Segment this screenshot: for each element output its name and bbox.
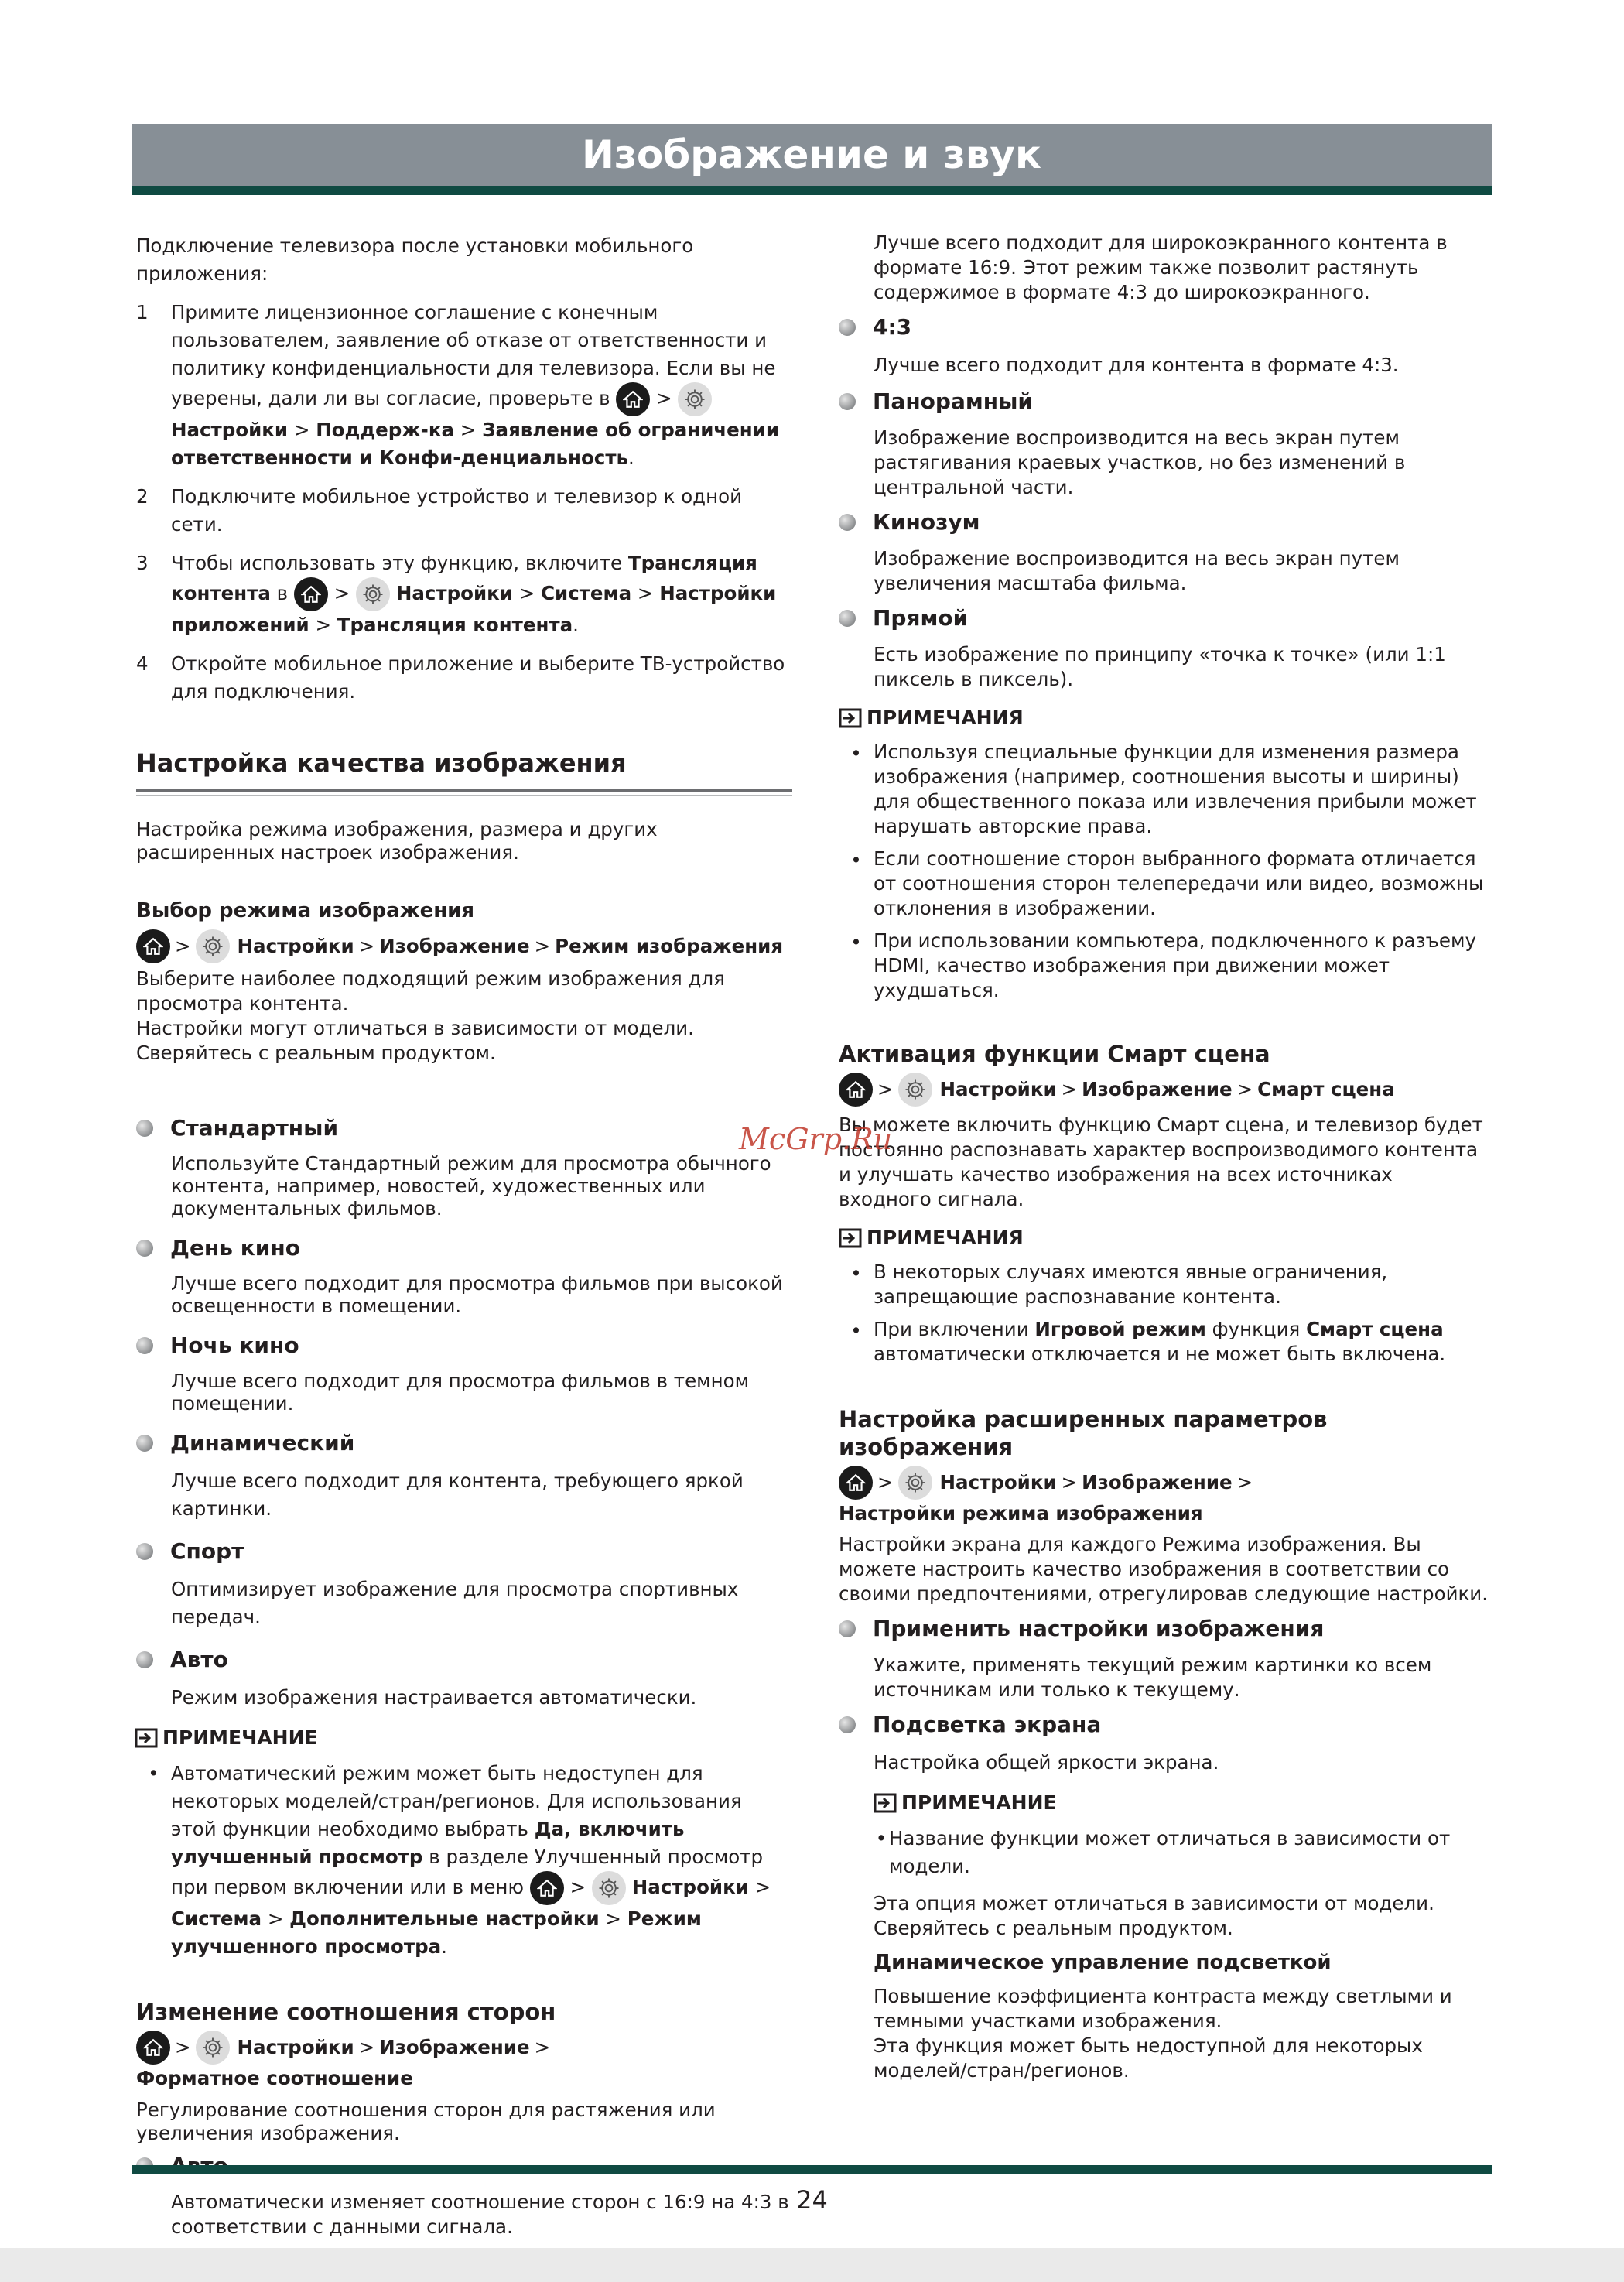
page-number: 24 — [796, 2185, 828, 2215]
note-arrow-icon — [839, 1228, 862, 1248]
mode-item-night-cinema: Ночь кино — [136, 1331, 792, 1360]
mode-item-auto: Авто — [136, 1645, 792, 1675]
gear-icon — [196, 929, 230, 963]
step-number: 2 — [136, 485, 149, 508]
home-icon — [839, 1073, 873, 1107]
section-title-quality: Настройка качества изображения — [136, 748, 627, 778]
home-icon — [530, 1871, 564, 1905]
smart-scene-desc: Вы можете включить функцию Смарт сцена, и телевизор будет постоянно распознавать характер воспроизводимого контента и улучшать качество изображения на всех источниках входного сигнала. — [839, 1114, 1483, 1210]
bullet-dot-icon — [136, 1337, 153, 1354]
mode-item-sport: Спорт — [136, 1537, 792, 1566]
home-icon — [839, 1466, 873, 1500]
note-arrow-icon — [874, 1793, 897, 1813]
note-arrow-icon — [135, 1728, 158, 1748]
smart-scene-title: Активация функции Смарт сцена — [839, 1041, 1270, 1067]
bullet-dot-icon — [839, 610, 856, 627]
step-3: 3 Чтобы использовать эту функцию, включите Трансляция контента в > Настройки > Система > Настройки приложений > Трансляция контента. — [136, 549, 792, 639]
section-rule — [136, 789, 792, 792]
bullet-dot-icon — [136, 1651, 153, 1668]
gear-icon — [592, 1871, 626, 1905]
note-heading: ПРИМЕЧАНИЕ — [135, 1724, 792, 1752]
left-column: Подключение телевизора после установки мобильного приложения: 1 Примите лицензионное соглашение с конечным пользователем, заявление об отказе от ответственности и политику конфиденциальности для телевизора. Если вы не уверены, дали ли вы согласие, проверьте в > Настройки > Поддерж-ка > Заявление об ограничении ответственности и Конфи-денциальность. 2 Подключите мобильное устройство и телевизор к одной сети. 3 Чтобы использовать эту функцию, включите Трансляция контента в > Настройки > Система > Настройки приложений > Трансляция контента. 4 Откройте мобильное приложение и выберите ТВ-устройство для подключения. Настройка качества изображения Настройка режима изображения, размера и других расширенных настроек изображения. Выбор режима изображения > Настройки > Изображение > Режим изображения Выберите наиболее подходящий режим изображения для просмотра контента. Настройки могут отличаться в зависимости от модели. Сверяйтесь с реальным продуктом. Стандартный Используйте Стандартный режим для просмотра обычного контента, например, новостей, художественных или документальных фильмов. День кино Лучше всего подходит для просмотра фильмов при высокой освещенности в помещении. Ночь кино Лучше всего подходит для просмотра фильмов в темном помещении. Динамический Лучше всего подходит для контента, требующего яркой картинки. Спорт Оптимизирует изображение для просмотра спортивных передач. Авто Режим изображения настраивается автоматически. ПРИМЕЧАНИЕ • Автоматический режим может быть недоступен для некоторых моделей/стран/регионов. Для использования этой функции необходимо выбрать Да, включить улучшенный просмотр в разделе Улучшенный просмотр при первом включении или в меню > Настройки > Система > Дополнительные настройки > Режим улучшенного просмотра. Изменение соотношения сторон > Настройки > Изображение > Форматное соотношение Регулирование соотношения сторон для растяжения или увеличения изображения. Автоматически изменяет соотношение сторон с 16:9 на 4:3 в соответствии с данными сигнала. — [136, 232, 792, 2273]
step-1: 1 Примите лицензионное соглашение с конечным пользователем, заявление об отказе от ответственности и политику конфиденциальности для телевизора. Если вы не уверены, дали ли вы согласие, проверьте в > Настройки > Поддерж-ка > Заявление об ограничении ответственности и Конфи-денциальность. — [136, 299, 792, 472]
bullet-dot-icon — [136, 1240, 153, 1257]
note-item: • Автоматический режим может быть недоступен для некоторых моделей/стран/регионов. Для использования этой функции необходимо выбрать Да, включить улучшенный просмотр в разделе Улучшенный просмотр при первом включении или в меню > Настройки > Система > Дополнительные настройки > Режим улучшенного просмотра. — [148, 1762, 771, 1958]
step-4: 4 Откройте мобильное приложение и выберите ТВ-устройство для подключения. — [136, 650, 792, 706]
step-number: 1 — [136, 301, 149, 323]
footer-accent-rule — [132, 2165, 1492, 2174]
mode-desc-2: Настройки могут отличаться в зависимости от модели. Сверяйтесь с реальным продуктом. — [136, 1017, 694, 1064]
step-number: 3 — [136, 552, 149, 574]
gear-icon — [356, 577, 390, 611]
notes-heading-aspect: ПРИМЕЧАНИЯ — [839, 704, 1489, 732]
gear-icon — [678, 382, 712, 416]
mode-subtitle: Выбор режима изображения — [136, 899, 475, 922]
mode-item-standard: Стандартный — [136, 1114, 792, 1143]
bullet-dot-icon — [839, 319, 856, 336]
aspect-menu-path: > Настройки > Изображение > Форматное соотношение — [136, 2031, 792, 2092]
bottom-band — [0, 2248, 1624, 2282]
aspect-item-4-3: 4:3 — [839, 313, 1489, 342]
section-rule-thin — [136, 795, 792, 796]
right-column: Лучше всего подходит для широкоэкранного контента в формате 16:9. Этот режим также позволит растянуть содержимое в формате 4:3 до широкоэкранного. 4:3 Лучше всего подходит для контента в формате 4:3. Панорамный Изображение воспроизводится на весь экран путем растягивания краевых участков, но без изменений в центральной части. Кинозум Изображение воспроизводится на весь экран путем увеличения масштаба фильма. Прямой Есть изображение по принципу «точка к точке» (или 1:1 пиксель в пиксель). ПРИМЕЧАНИЯ • Используя специальные функции для изменения размера изображения (например, соотношения высоты и ширины) для общественного показа или извлечения прибыли может нарушать авторские права. • Если соотношение сторон выбранного формата отличается от соотношения сторон телепередачи или видео, возможны отклонения в изображении. • При использовании компьютера, подключенного к разъему HDMI, качество изображения при движении может ухудшаться. Активация функции Смарт сцена > Настройки > Изображение > Смарт сцена Вы можете включить функцию Смарт сцена, и телевизор будет постоянно распознавать характер воспроизводимого контента и улучшать качество изображения на всех источниках входного сигнала. ПРИМЕЧАНИЯ • В некоторых случаях имеются явные ограничения, запрещающие распознавание контента. • При включении Игровой режим функция Смарт сцена автоматически отключается и не может быть включена. Настройка расширенных параметров изображения > Настройки > Изображение > Настройки режима изображения Настройки экрана для каждого Режима изображения. Вы можете настроить качество изображения в соответствии со своими предпочтениями, отрегулировав следующие настройки. Применить настройки изображения Укажите, применять текущий режим картинки ко всем источникам или только к текущему. Подсветка экрана Настройка общей яркости экрана. ПРИМЕЧАНИЕ • Название функции может отличаться в зависимости от модели. Эта опция может отличаться в зависимости от модели. Сверяйтесь с реальным продуктом. Динамическое управление подсветкой Повышение коэффициента контраста между светлыми и темными участками изображения. Эта функция может быть недоступной для некоторых моделей/стран/регионов. — [839, 231, 1489, 2082]
note-item: • При использовании компьютера, подключенного к разъему HDMI, качество изображения при движении может ухудшаться. — [850, 929, 1476, 1001]
home-icon — [616, 382, 650, 416]
notes-heading-smart: ПРИМЕЧАНИЯ — [839, 1224, 1489, 1252]
header-accent-rule — [132, 186, 1492, 195]
step-number: 4 — [136, 652, 149, 675]
mode-item-dynamic: Динамический — [136, 1428, 792, 1458]
watermark: McGrp.Ru — [739, 1122, 893, 1156]
bullet-dot-icon — [136, 1120, 153, 1137]
step-2: 2 Подключите мобильное устройство и телевизор к одной сети. — [136, 483, 792, 539]
aspect-title: Изменение соотношения сторон — [136, 1999, 556, 2025]
note-item: • Используя специальные функции для изменения размера изображения (например, соотношения высоты и ширины) для общественного показа или извлечения прибыли может нарушать авторские права. — [850, 741, 1477, 837]
quality-desc: Настройка режима изображения, размера и других расширенных настроек изображения. — [136, 818, 658, 864]
aspect-item-panoramic: Панорамный — [839, 387, 1489, 416]
advanced-item-backlight: Подсветка экрана — [839, 1710, 1489, 1740]
bullet-dot-icon — [839, 393, 856, 410]
aspect-16-9-desc: Лучше всего подходит для широкоэкранного контента в формате 16:9. Этот режим также позволит растянуть содержимое в формате 4:3 до широкоэкранного. — [874, 231, 1448, 303]
smart-scene-menu-path: > Настройки > Изображение > Смарт сцена — [839, 1073, 1489, 1107]
mode-desc-1: Выберите наиболее подходящий режим изображения для просмотра контента. — [136, 967, 725, 1014]
gear-icon — [898, 1073, 932, 1107]
note-item: • При включении Игровой режим функция Смарт сцена автоматически отключается и не может быть включена. — [850, 1318, 1446, 1365]
dynamic-backlight-desc-1: Повышение коэффициента контраста между светлыми и темными участками изображения. — [874, 1985, 1452, 2032]
aspect-desc: Регулирование соотношения сторон для растяжения или увеличения изображения. — [136, 2099, 716, 2144]
aspect-item-direct: Прямой — [839, 604, 1489, 633]
dynamic-backlight-title: Динамическое управление подсветкой — [874, 1951, 1332, 1974]
intro-text: Подключение телевизора после установки мобильного приложения: — [136, 234, 694, 285]
bullet-dot-icon — [839, 1620, 856, 1637]
note-arrow-icon — [839, 708, 862, 728]
bullet-dot-icon — [136, 1435, 153, 1452]
note-heading-backlight: ПРИМЕЧАНИЕ — [874, 1789, 1489, 1817]
home-icon — [294, 577, 328, 611]
bullet-dot-icon — [136, 1543, 153, 1560]
aspect-item-cinezoom: Кинозум — [839, 508, 1489, 537]
advanced-item-apply: Применить настройки изображения — [839, 1614, 1489, 1644]
advanced-desc: Настройки экрана для каждого Режима изображения. Вы можете настроить качество изображения в соответствии со своими предпочтениями, отрегулировав следующие настройки. — [839, 1533, 1489, 1605]
gear-icon — [196, 2031, 230, 2065]
bullet-dot-icon — [839, 1716, 856, 1733]
home-icon — [136, 929, 170, 963]
gear-icon — [898, 1466, 932, 1500]
advanced-title: Настройка расширенных параметров изображения — [839, 1406, 1328, 1460]
mode-menu-path: > Настройки > Изображение > Режим изображения — [136, 929, 792, 963]
advanced-menu-path: > Настройки > Изображение > Настройки режима изображения — [839, 1466, 1489, 1528]
dynamic-backlight-desc-2: Эта функция может быть недоступной для некоторых моделей/стран/регионов. — [874, 2034, 1423, 2082]
note-item: • Если соотношение сторон выбранного формата отличается от соотношения сторон телепередачи или видео, возможны отклонения в изображении. — [850, 847, 1484, 919]
note-item: • Название функции может отличаться в зависимости от модели. — [875, 1827, 1451, 1877]
home-icon — [136, 2031, 170, 2065]
note-item: • В некоторых случаях имеются явные ограничения, запрещающие распознавание контента. — [850, 1261, 1388, 1308]
advanced-extra: Эта опция может отличаться в зависимости от модели. Сверяйтесь с реальным продуктом. — [874, 1892, 1434, 1939]
bullet-dot-icon — [839, 514, 856, 531]
page-title: Изображение и звук — [582, 132, 1041, 177]
mode-item-day-cinema: День кино — [136, 1233, 792, 1263]
